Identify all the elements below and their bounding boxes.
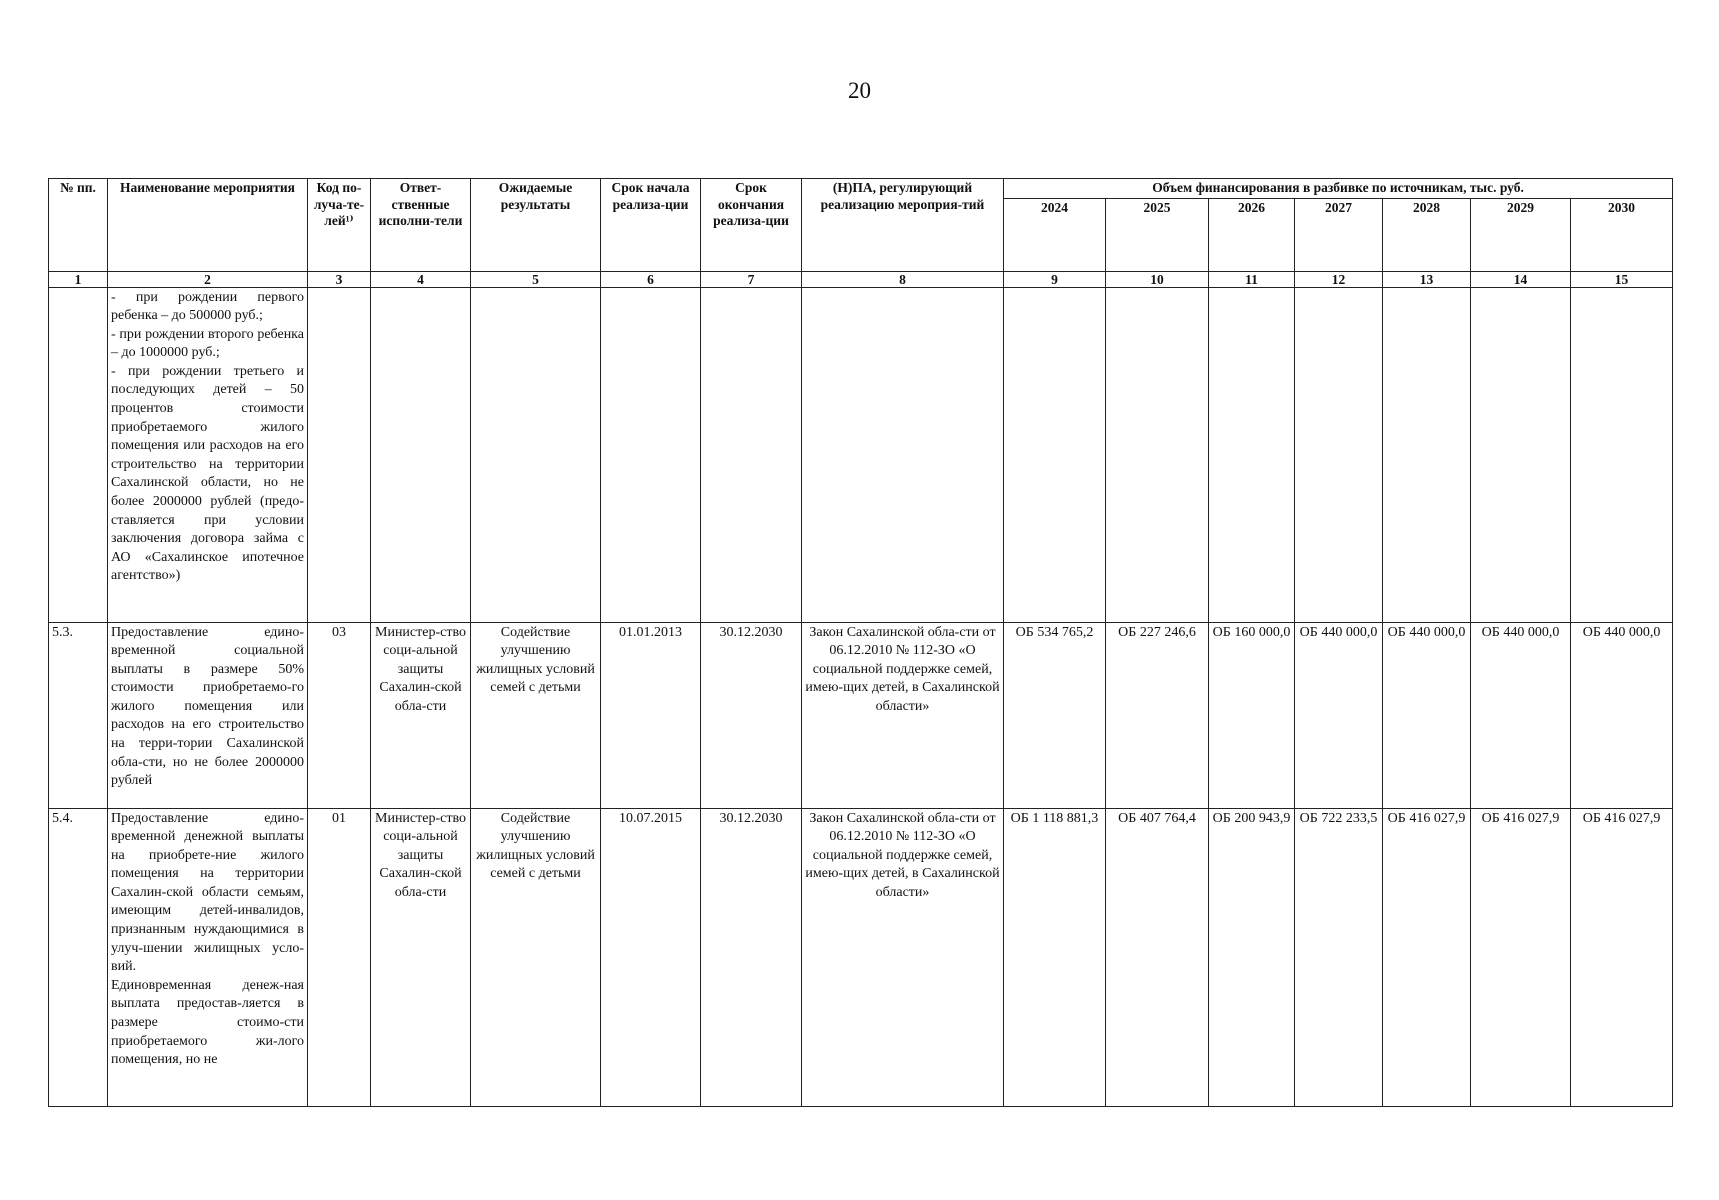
row-npa: Закон Сахалинской обла-сти от 06.12.2010 № 112-ЗО «О социальной поддержке семей, имею-щих детей, в Сахалинской области» <box>802 808 1004 1106</box>
row-executor: Министер-ство соци-альной защиты Сахалин-ской обла-сти <box>371 622 471 808</box>
column-number: 12 <box>1295 271 1383 287</box>
column-number: 15 <box>1571 271 1673 287</box>
row-fin: ОБ 440 000,0 <box>1295 622 1383 808</box>
row-fin <box>1295 287 1383 622</box>
row-fin <box>1471 287 1571 622</box>
header-result: Ожидаемые результаты <box>471 179 601 272</box>
row-code: 03 <box>308 622 371 808</box>
column-number: 9 <box>1004 271 1106 287</box>
row-name: - при рождении первого ребенка – до 500000 руб.; - при рождении второго ребенка – до 1000000 руб.; - при рождении третьего и последующих детей – 50 процентов стоимости приобретаемого жилого помещения или расходов на его строительство на территории Сахалинской области, но не более 2000000 рублей (предо-ставляется при условии заключения договора займа с АО «Сахалинское ипотечное агентство») <box>108 287 308 622</box>
header-financing: Объем финансирования в разбивке по источникам, тыс. руб. <box>1004 179 1673 199</box>
column-numbers-row <box>49 271 1673 287</box>
row-result: Содействие улучшению жилищных условий семей с детьми <box>471 622 601 808</box>
row-fin: ОБ 416 027,9 <box>1471 808 1571 1106</box>
row-num: 5.3. <box>49 622 108 808</box>
table-row <box>49 808 1673 1106</box>
header-year: 2027 <box>1295 198 1383 271</box>
row-end <box>701 287 802 622</box>
row-fin <box>1209 287 1295 622</box>
row-fin: ОБ 407 764,4 <box>1106 808 1209 1106</box>
row-fin: ОБ 1 118 881,3 <box>1004 808 1106 1106</box>
row-fin: ОБ 440 000,0 <box>1383 622 1471 808</box>
row-fin: ОБ 416 027,9 <box>1383 808 1471 1106</box>
header-name: Наименование мероприятия <box>108 179 308 272</box>
header-row <box>49 179 1673 199</box>
column-number: 11 <box>1209 271 1295 287</box>
header-year: 2029 <box>1471 198 1571 271</box>
header-code: Код по-луча-те-лей¹⁾ <box>308 179 371 272</box>
column-number: 6 <box>601 271 701 287</box>
row-end: 30.12.2030 <box>701 622 802 808</box>
row-code <box>308 287 371 622</box>
header-start: Срок начала реализа-ции <box>601 179 701 272</box>
header-year: 2030 <box>1571 198 1673 271</box>
row-fin: ОБ 440 000,0 <box>1571 622 1673 808</box>
row-npa: Закон Сахалинской обла-сти от 06.12.2010 № 112-ЗО «О социальной поддержке семей, имею-щих детей, в Сахалинской области» <box>802 622 1004 808</box>
column-number: 5 <box>471 271 601 287</box>
row-name: Предоставление едино-временной денежной выплаты на приобрете-ние жилого помещения на территории Сахалин-ской области семьям, имеющим детей-инвалидов, признанным нуждающимися в улуч-шении жилищных усло-вий. Единовременная денеж-ная выплата предостав-ляется в размере стоимо-сти приобретаемого жи-лого помещения, но не <box>108 808 308 1106</box>
row-num <box>49 287 108 622</box>
row-code: 01 <box>308 808 371 1106</box>
program-table <box>48 178 1673 1107</box>
table-row <box>49 622 1673 808</box>
column-number: 14 <box>1471 271 1571 287</box>
row-fin: ОБ 160 000,0 <box>1209 622 1295 808</box>
header-year: 2024 <box>1004 198 1106 271</box>
page-number: 20 <box>848 78 871 103</box>
row-fin: ОБ 200 943,9 <box>1209 808 1295 1106</box>
column-number: 1 <box>49 271 108 287</box>
column-number: 13 <box>1383 271 1471 287</box>
row-fin: ОБ 534 765,2 <box>1004 622 1106 808</box>
row-fin: ОБ 416 027,9 <box>1571 808 1673 1106</box>
row-fin: ОБ 227 246,6 <box>1106 622 1209 808</box>
column-number: 10 <box>1106 271 1209 287</box>
row-end: 30.12.2030 <box>701 808 802 1106</box>
row-executor: Министер-ство соци-альной защиты Сахалин-ской обла-сти <box>371 808 471 1106</box>
row-start <box>601 287 701 622</box>
row-executor <box>371 287 471 622</box>
header-year: 2028 <box>1383 198 1471 271</box>
row-name: Предоставление едино-временной социальной выплаты в размере 50% стоимости приобретаемо-го жилого помещения или расходов на его строительство на терри-тории Сахалинской обла-сти, но не более 2000000 рублей <box>108 622 308 808</box>
header-year: 2026 <box>1209 198 1295 271</box>
column-number: 4 <box>371 271 471 287</box>
header-num: № пп. <box>49 179 108 272</box>
row-result: Содействие улучшению жилищных условий семей с детьми <box>471 808 601 1106</box>
header-year: 2025 <box>1106 198 1209 271</box>
row-npa <box>802 287 1004 622</box>
row-num: 5.4. <box>49 808 108 1106</box>
table-row <box>49 287 1673 622</box>
row-result <box>471 287 601 622</box>
header-end: Срок окончания реализа-ции <box>701 179 802 272</box>
column-number: 7 <box>701 271 802 287</box>
header-executor: Ответ-ственные исполни-тели <box>371 179 471 272</box>
row-fin <box>1571 287 1673 622</box>
header-npa: (Н)ПА, регулирующий реализацию мероприя-тий <box>802 179 1004 272</box>
column-number: 8 <box>802 271 1004 287</box>
column-number: 3 <box>308 271 371 287</box>
row-fin <box>1106 287 1209 622</box>
row-start: 01.01.2013 <box>601 622 701 808</box>
row-fin <box>1383 287 1471 622</box>
column-number: 2 <box>108 271 308 287</box>
row-fin <box>1004 287 1106 622</box>
row-start: 10.07.2015 <box>601 808 701 1106</box>
row-fin: ОБ 440 000,0 <box>1471 622 1571 808</box>
row-fin: ОБ 722 233,5 <box>1295 808 1383 1106</box>
